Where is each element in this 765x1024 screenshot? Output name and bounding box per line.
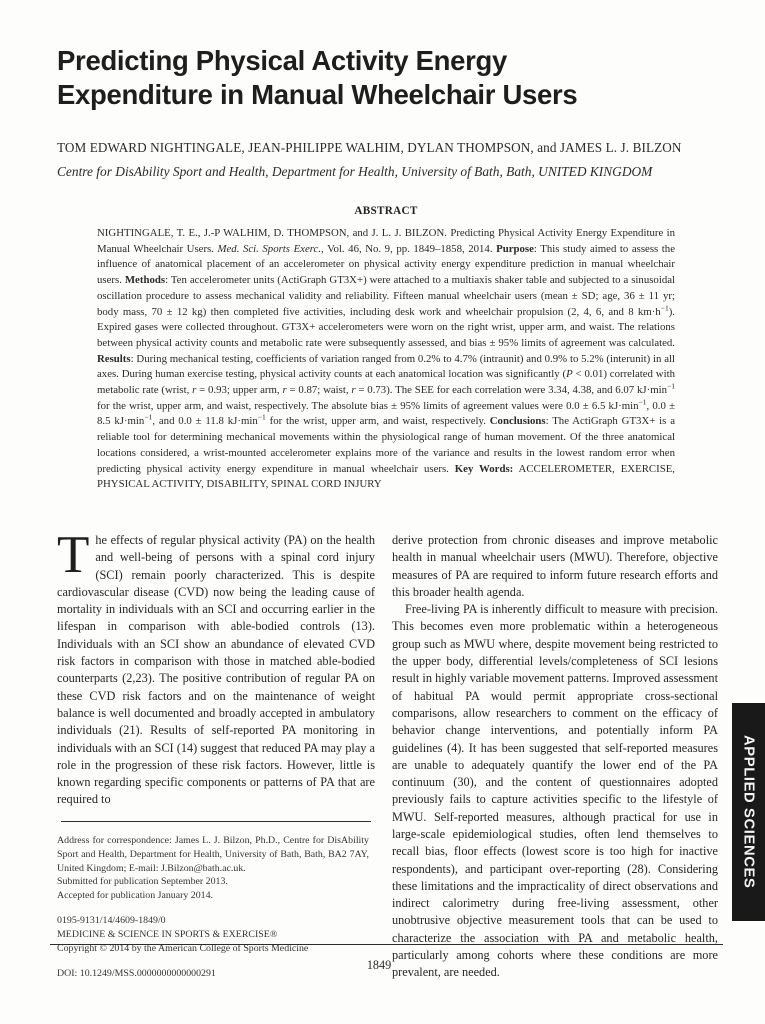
dropcap-letter: T (57, 525, 90, 584)
intro-paragraph (57, 525, 375, 809)
left-column (57, 525, 375, 982)
affiliation-line: Centre for DisAbility Sport and Health, Department for Health, University of Bath, Bath, UNITED KINGDOM (57, 164, 653, 179)
applied-sciences-label: APPLIED SCIENCES (740, 735, 757, 889)
article-title-line2: Expenditure in Manual Wheelchair Users (57, 78, 578, 110)
body-paragraph-continued: derive protection from chronic diseases and improve metabolic health in manual wheelchair users (MWU). Therefore, objective measures of PA are required to inform future research efforts and this broader health agenda. (392, 532, 718, 599)
right-column (392, 532, 718, 982)
abstract-text: NIGHTINGALE, T. E., J.-P WALHIM, D. THOMPSON, and J. L. J. BILZON. Predicting Physical Activity Energy Expenditure in Manual Wheelchair Users. Med. Sci. Sports Exerc., Vol. 46, No. 9, pp. 1849–1858, 2014. Purpose: This study aimed to assess the influence of anatomical placement of an accelerometer on physical activity energy expenditure prediction in manual wheelchair users. Methods: Ten accelerometer units (ActiGraph GT3X+) were attached to a multiaxis shaker table and subjected to a sinusoidal oscillation procedure to assess mechanical validity and reliability. Fifteen manual wheelchair users (mean ± SD; age, 36 ± 11 yr; body mass, 70 ± 12 kg) then completed five activities, including desk work and wheelchair propulsion (2, 4, 6, and 8 $km\cdot h^{-1}$). Expired gases were collected throughout. GT3X+ accelerometers were worn on the right wrist, upper arm, and waist. The relations between physical activity counts and metabolic rate were subsequently assessed, and bias ± 95% limits of agreement was calculated. Results: During mechanical testing, coefficients of variation ranged from 0.2% to 4.7% (intraunit) and 0.9% to 5.2% (interunit) in all axes. During human exercise testing, physical activity counts at each anatomical location was significantly (P < 0.01) correlated with metabolic rate (wrist, r = 0.93; upper arm, r = 0.87; waist, r = 0.73). The SEE for each correlation were 3.34, 4.38, and 6.07 $kJ\cdot\min^{-1}$ for the wrist, upper arm, and waist, respectively. The absolute bias ± 95% limits of agreement values were 0.0 ± 6.5 $kJ\cdot\min^{-1}$, 0.0 ± 8.5 $kJ\cdot\min^{-1}$, and 0.0 ± 11.8 $kJ\cdot\min^{-1}$ for the wrist, upper arm, and waist, respectively. Conclusions: The ActiGraph GT3X+ is a reliable tool for determining mechanical movements within the physiological range of human movement. Of the three anatomical locations considered, a wrist-mounted accelerometer explains more of the variance and results in the lowest random error when predicting physical activity energy expenditure in manual wheelchair users. Key Words: ACCELEROMETER, EXERCISE, PHYSICAL ACTIVITY, DISABILITY, SPINAL CORD INJURY (97, 227, 676, 491)
page-content (57, 0, 718, 982)
applied-sciences-tab (732, 703, 765, 921)
page-number: 1849 (366, 958, 392, 972)
authors-line: TOM EDWARD NIGHTINGALE, JEAN-PHILIPPE WALHIM, DYLAN THOMPSON, and JAMES L. J. BILZON (57, 140, 682, 155)
article-title-line1: Predicting Physical Activity Energy (57, 45, 508, 76)
submitted-note: Submitted for publication September 2013. (57, 876, 228, 888)
copyright-line: Copyright © 2014 by the American College of Sports Medicine (57, 943, 309, 955)
issn-line: 0195-9131/14/4609-1849/0 (57, 915, 166, 927)
intro-paragraph-text: he effects of regular physical activity (PA) on the health and well-being of persons with a spinal cord injury (SCI) remain poorly characterized. This is despite cardiovascular disease (CVD) now being the leading cause of mortality in individuals with an SCI and occurring earlier in the lifespan in comparison with able-bodied controls (13). Individuals with an SCI show an abundance of elevated CVD risk factors in comparison with those in matched able-bodied counterparts (2,23). The positive contribution of regular PA on these CVD risk factors and on the maintenance of weight balance is well documented and broadly accepted in ambulatory individuals (21). Results of self-reported PA monitoring in individuals with an SCI (14) suggest that reduced PA may play a role in the progression of these risk factors. However, little is known regarding specific components or patterns of PA that are required to (57, 532, 375, 807)
abstract-section (97, 205, 675, 493)
correspondence-note: Address for correspondence: James L. J. Bilzon, Ph.D., Centre for DisAbility Sport and Health, Department for Health, University of Bath, Bath, BA2 7AY, United Kingdom; E-mail: J.Bilzon@bath.ac.uk. (57, 834, 369, 874)
accepted-note: Accepted for publication January 2014. (57, 890, 214, 902)
journal-name: MEDICINE & SCIENCE IN SPORTS & EXERCISE® (57, 929, 278, 941)
doi-line: DOI: 10.1249/MSS.0000000000000291 (57, 967, 216, 979)
abstract-heading: ABSTRACT (354, 205, 418, 217)
body-columns (57, 525, 718, 982)
body-paragraph-freeliving: Free-living PA is inherently difficult to measure with precision. This becomes even more problematic within a heterogeneous group such as MWU where, despite movement being restricted to the upper body, differential levels/completeness of SCI lesions result in highly variable movement patterns. Improved assessment of habitual PA would permit appropriate cross-sectional comparisons, allow researchers to comment on the efficacy of behavior change interventions, and potentially inform PA guidelines (4). It has been suggested that self-reported measures are unable to adequately quantify the lower end of the PA continuum (30), and the content of questionnaires adopted previously fails to capture activities specific to the lifestyle of MWU. Self-reported measures, although practical for use in large-scale epidemiological studies, often lend themselves to recall bias, floor effects (lowest score is too high for inactive respondents), and participant over-reporting (28). Considering these limitations and the impracticality of direct observations and indirect calorimetry during free-living assessment, other unobtrusive objective measurement tools that can be used to characterize the association with PA and metabolic health, particularly among cohorts where these conditions are more prevalent, are needed. (392, 602, 718, 980)
footer-rule (50, 944, 723, 945)
article-title (57, 44, 718, 111)
footnote-divider (61, 821, 371, 822)
